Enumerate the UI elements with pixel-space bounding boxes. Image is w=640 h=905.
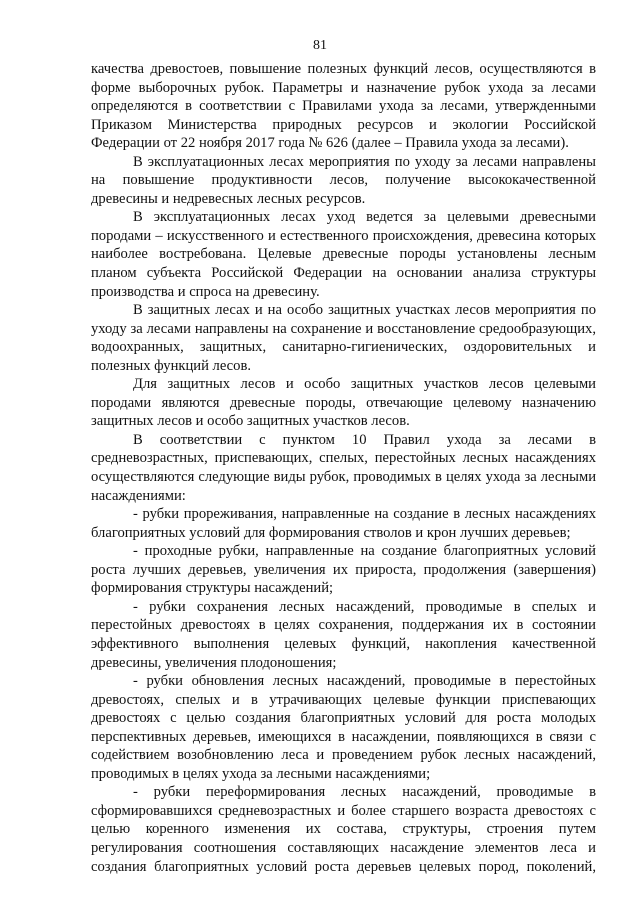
paragraph-protective-target-species: Для защитных лесов и особо защитных участков лесов целевыми породами являются древесные породы, отвечающие целевому назначению защитных лесов и особо защитных участков лесов. [91, 376, 596, 430]
list-item-passage-felling: - проходные рубки, направленные на создание благоприятных условий роста лучших деревьев, увеличения их прироста, продолжения (завершения) формирования структуры насаждений; [91, 543, 596, 597]
paragraph-protective-forests-goals: В защитных лесах и на особо защитных участках лесов мероприятия по уходу за лесами направлены на сохранение и восстановление средообразующих, водоохранных, защитных, санитарно-гигиенических, оздоровительных и полезных функций лесов. [91, 302, 596, 374]
paragraph-target-tree-species: В эксплуатационных лесах уход ведется за целевыми древесными породами – искусственного и естественного происхождения, древесина которых наиболее востребована. Целевые древесные породы установлены лесным планом субъекта Российской Федерации на основании анализа структуры производства и спроса на древесину. [91, 209, 596, 300]
document-body [91, 60, 596, 876]
paragraph-quality-of-stands: качества древостоев, повышение полезных функций лесов, осуществляются в форме выборочных рубок. Параметры и назначение рубок ухода за лесами определяются в соответствии с Правилами ухода за лесами, утвержденными Приказом Министерства природных ресурсов и экологии Российской Федерации от 22 ноября 2017 года № 626 (далее – Правила ухода за лесами). [91, 61, 596, 152]
paragraph-types-of-felling-intro: В соответствии с пунктом 10 Правил ухода за лесами в средневозрастных, приспевающих, спелых, перестойных лесных насаждениях осуществляются следующие виды рубок, проводимых в целях ухода за лесными насаждениями: [91, 431, 596, 504]
list-item-reformation-felling: - рубки переформирования лесных насаждений, проводимые в сформировавшихся средневозрастных и более старшего возраста древостоях с целью коренного изменения их состава, структуры, строения путем регулирования соотношения составляющих насаждение элементов леса и создания благоприятных условий роста деревьев целевых пород, поколений, [91, 784, 596, 875]
list-item-preservation-felling: - рубки сохранения лесных насаждений, проводимые в спелых и перестойных древостоях в целях сохранения, поддержания их в состоянии эффективного выполнения целевых функций, накопления качественной древесины, увеличения плодоношения; [91, 598, 596, 671]
list-item-thinning: - рубки прореживания, направленные на создание в лесных насаждениях благоприятных условий для формирования стволов и крон лучших деревьев; [91, 506, 596, 541]
page-number: 81 [313, 38, 327, 53]
list-item-renewal-felling: - рубки обновления лесных насаждений, проводимые в перестойных древостоях, спелых и в утрачивающих целевые функции приспевающих древостоях с целью создания благоприятных условий для роста молодых перспективных деревьев, имеющихся в насаждении, появляющихся в связи с содействием возобновлению леса и проведением рубок лесных насаждений, проводимых в целях ухода за лесными насаждениями; [91, 673, 596, 782]
paragraph-exploitation-forests-goals: В эксплуатационных лесах мероприятия по уходу за лесами направлены на повышение продуктивности лесов, получение высококачественной древесины и недревесных лесных ресурсов. [91, 153, 596, 207]
